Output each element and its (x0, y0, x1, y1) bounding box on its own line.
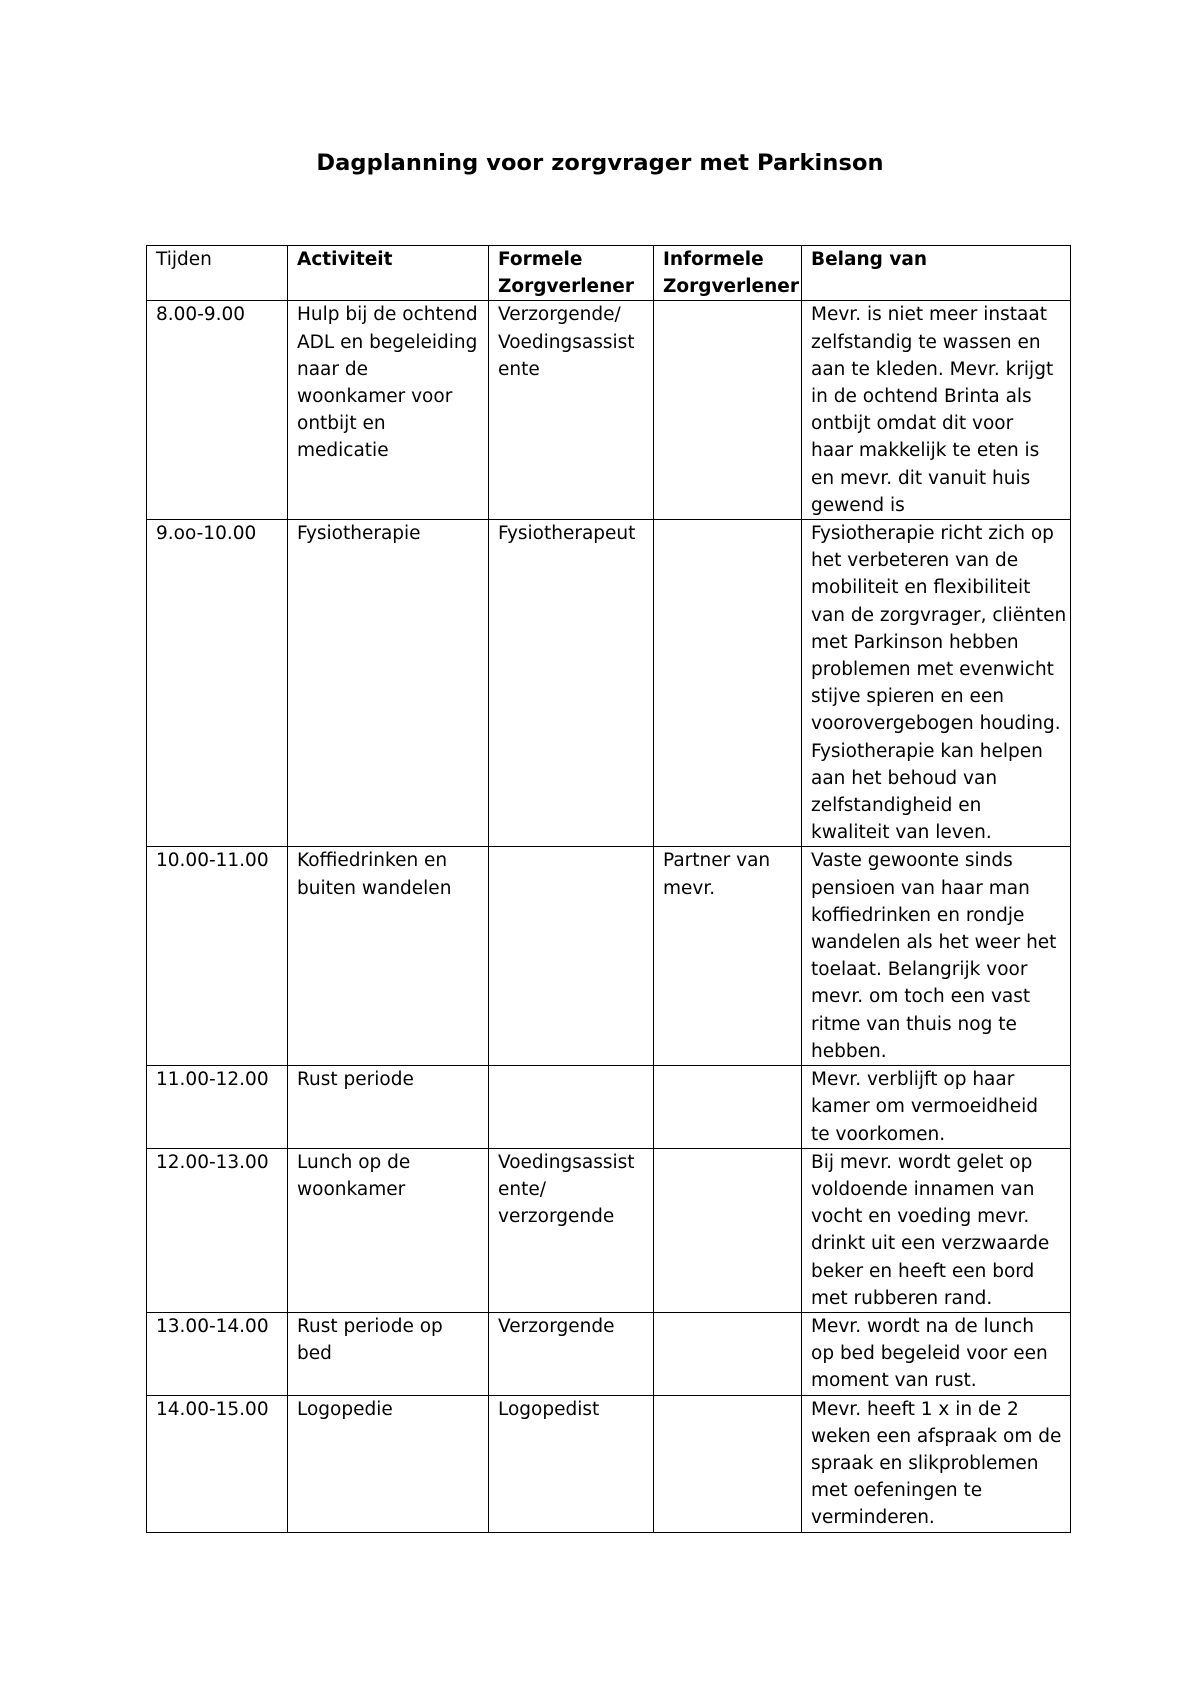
cell-line: op bed begeleid voor een (811, 1343, 1048, 1365)
cell-line: ente/ (498, 1178, 546, 1200)
cell-line: Verzorgende/ (498, 304, 621, 326)
cell-time (147, 520, 288, 847)
cell-line: Voedingsassist (498, 331, 635, 353)
header-line: Formele (498, 249, 583, 270)
cell-importance (802, 1066, 1071, 1149)
cell-importance (802, 1312, 1071, 1395)
cell-importance (802, 847, 1071, 1066)
cell-line: Mevr. wordt na de lunch (811, 1315, 1035, 1337)
cell-line: moment van rust. (811, 1370, 977, 1392)
cell-informal-caregiver (654, 520, 802, 847)
cell-line: Hulp bij de ochtend (297, 304, 478, 326)
cell-time (147, 1395, 288, 1532)
cell-line: Vaste gewoonte sinds (811, 850, 1013, 872)
cell-formal-caregiver (489, 1395, 654, 1532)
cell-line: Fysiotherapie kan helpen (811, 740, 1043, 762)
cell-line: woonkamer (297, 1178, 406, 1200)
cell-activity (288, 1066, 489, 1149)
header-belang-van (802, 246, 1071, 301)
cell-formal-caregiver (489, 1066, 654, 1149)
cell-line: wandelen als het weer het (811, 932, 1057, 954)
cell-line: te voorkomen. (811, 1123, 946, 1145)
table-row (147, 1066, 1071, 1149)
cell-line: van de zorgvrager, cliënten (811, 604, 1067, 626)
cell-line: Bij mevr. wordt gelet op (811, 1151, 1033, 1173)
cell-line: woonkamer voor (297, 386, 453, 408)
cell-line: met Parkinson hebben (811, 631, 1019, 653)
cell-line: pensioen van haar man (811, 877, 1030, 899)
cell-line: Fysiotherapeut (498, 523, 636, 545)
cell-time (147, 1312, 288, 1395)
cell-line: drinkt uit een verzwaarde (811, 1233, 1050, 1255)
cell-activity (288, 520, 489, 847)
cell-line: bed (297, 1343, 332, 1365)
cell-line: met oefeningen te (811, 1480, 983, 1502)
table-row (147, 520, 1071, 847)
table-header-row (147, 246, 1071, 301)
cell-line: Partner van (663, 850, 771, 872)
cell-line: medicatie (297, 440, 389, 462)
cell-line: vocht en voeding mevr. (811, 1206, 1030, 1228)
cell-line: kamer om vermoeidheid (811, 1096, 1039, 1118)
cell-importance (802, 1148, 1071, 1312)
cell-line: Koffiedrinken en (297, 850, 448, 872)
header-tijden (147, 246, 288, 301)
cell-line: hebben. (811, 1040, 887, 1062)
cell-line: gewend is (811, 494, 905, 516)
cell-formal-caregiver (489, 1148, 654, 1312)
cell-line: Rust periode op (297, 1315, 443, 1337)
cell-line: aan te kleden. Mevr. krijgt (811, 358, 1054, 380)
cell-importance (802, 1395, 1071, 1532)
cell-line: 12.00-13.00 (156, 1151, 269, 1173)
cell-formal-caregiver (489, 301, 654, 520)
cell-line: ente (498, 358, 540, 380)
cell-line: het verbeteren van de (811, 550, 1019, 572)
cell-line: Logopedie (297, 1398, 393, 1420)
cell-line: mobiliteit en flexibiliteit (811, 577, 1031, 599)
cell-line: Fysiotherapie richt zich op (811, 523, 1054, 545)
cell-time (147, 301, 288, 520)
cell-line: zelfstandig te wassen en (811, 331, 1041, 353)
cell-importance (802, 520, 1071, 847)
cell-line: mevr. (663, 877, 716, 899)
cell-line: Rust periode (297, 1069, 414, 1091)
cell-line: met rubberen rand. (811, 1287, 993, 1309)
cell-line: in de ochtend Brinta als (811, 386, 1032, 408)
cell-line: Mevr. is niet meer instaat (811, 304, 1047, 326)
cell-line: problemen met evenwicht (811, 659, 1054, 681)
cell-line: kwaliteit van leven. (811, 822, 992, 844)
table-row (147, 847, 1071, 1066)
cell-line: voldoende innamen van (811, 1178, 1035, 1200)
cell-line: 13.00-14.00 (156, 1315, 269, 1337)
cell-line: 11.00-12.00 (156, 1069, 269, 1091)
cell-line: voorovergebogen houding. (811, 713, 1061, 735)
cell-line: Verzorgende (498, 1315, 615, 1337)
cell-line: zelfstandigheid en (811, 795, 982, 817)
cell-activity (288, 301, 489, 520)
cell-line: buiten wandelen (297, 877, 452, 899)
cell-line: ontbijt en (297, 413, 386, 435)
cell-informal-caregiver (654, 301, 802, 520)
cell-activity (288, 1395, 489, 1532)
cell-line: Mevr. heeft 1 x in de 2 (811, 1398, 1019, 1420)
cell-line: ritme van thuis nog te (811, 1013, 1017, 1035)
cell-line: Lunch op de (297, 1151, 411, 1173)
cell-formal-caregiver (489, 1312, 654, 1395)
header-line: Tijden (156, 249, 212, 270)
cell-informal-caregiver (654, 1395, 802, 1532)
cell-activity (288, 847, 489, 1066)
cell-line: ADL en begeleiding (297, 331, 478, 353)
cell-line: verminderen. (811, 1507, 935, 1529)
cell-line: 14.00-15.00 (156, 1398, 269, 1420)
cell-formal-caregiver (489, 847, 654, 1066)
table-row (147, 1312, 1071, 1395)
header-line: Informele (663, 249, 764, 270)
cell-line: Voedingsassist (498, 1151, 635, 1173)
cell-informal-caregiver (654, 847, 802, 1066)
cell-line: mevr. om toch een vast (811, 986, 1031, 1008)
header-line: Belang van (811, 249, 928, 270)
header-line: Activiteit (297, 249, 393, 270)
cell-time (147, 847, 288, 1066)
cell-line: 10.00-11.00 (156, 850, 269, 872)
cell-line: haar makkelijk te eten is (811, 440, 1040, 462)
cell-line: aan het behoud van (811, 767, 998, 789)
table-row (147, 1395, 1071, 1532)
header-line: Zorgverlener (663, 276, 799, 298)
cell-line: Logopedist (498, 1398, 600, 1420)
cell-informal-caregiver (654, 1312, 802, 1395)
cell-line: ontbijt omdat dit voor (811, 413, 1014, 435)
cell-importance (802, 301, 1071, 520)
cell-line: Fysiotherapie (297, 523, 421, 545)
cell-line: toelaat. Belangrijk voor (811, 959, 1028, 981)
cell-line: en mevr. dit vanuit huis (811, 467, 1031, 489)
table-row (147, 1148, 1071, 1312)
cell-line: stijve spieren en een (811, 686, 1004, 708)
cell-informal-caregiver (654, 1148, 802, 1312)
cell-informal-caregiver (654, 1066, 802, 1149)
cell-activity (288, 1312, 489, 1395)
cell-line: verzorgende (498, 1206, 615, 1228)
cell-activity (288, 1148, 489, 1312)
schedule-table (146, 245, 1071, 1533)
page-title: Dagplanning voor zorgvrager met Parkinson (316, 150, 884, 176)
table-row (147, 301, 1071, 520)
cell-time (147, 1066, 288, 1149)
cell-line: koffiedrinken en rondje (811, 904, 1025, 926)
cell-line: weken een afspraak om de (811, 1425, 1062, 1447)
cell-line: 9.oo-10.00 (156, 523, 257, 545)
header-activiteit (288, 246, 489, 301)
header-formele-zorgverlener (489, 246, 654, 301)
cell-line: Mevr. verblijft op haar (811, 1069, 1015, 1091)
header-line: Zorgverlener (498, 276, 634, 298)
cell-line: naar de (297, 358, 369, 380)
cell-time (147, 1148, 288, 1312)
cell-line: 8.00-9.00 (156, 304, 246, 326)
header-informele-zorgverlener (654, 246, 802, 301)
cell-line: spraak en slikproblemen (811, 1452, 1039, 1474)
cell-formal-caregiver (489, 520, 654, 847)
cell-line: beker en heeft een bord (811, 1260, 1035, 1282)
